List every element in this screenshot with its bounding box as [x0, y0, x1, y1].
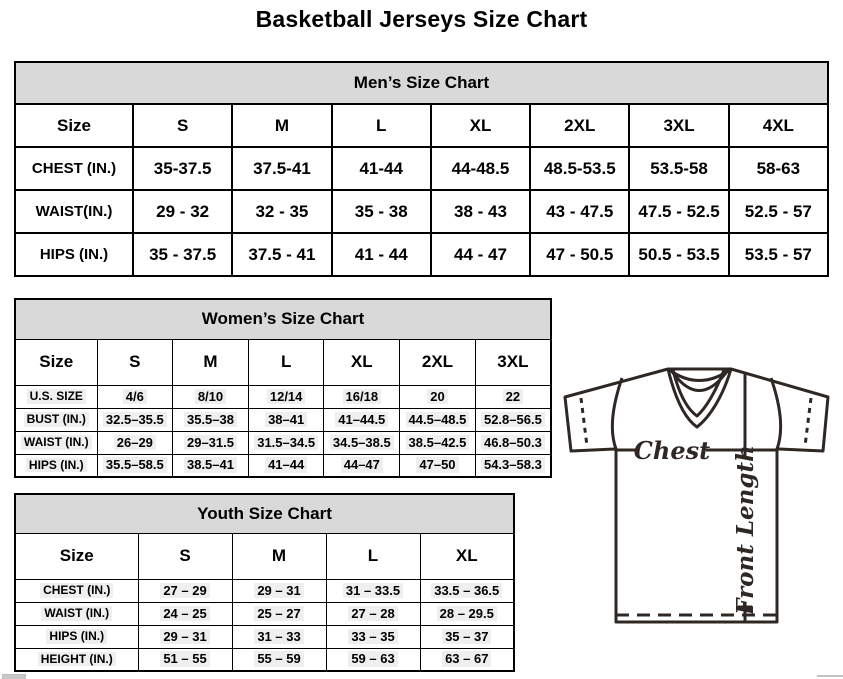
cell-value: 34.5–38.5 — [330, 435, 394, 451]
row-label — [15, 385, 97, 408]
size-value-cell: 52.5 - 57 — [729, 190, 828, 233]
cell-value: 22 — [503, 389, 523, 405]
cell-value: 51 – 55 — [160, 651, 209, 667]
cell-value: 24 – 25 — [160, 606, 209, 622]
column-header: L — [326, 533, 420, 579]
cell-value: 26–29 — [114, 435, 156, 451]
scrollbar-fragment-left[interactable] — [2, 674, 26, 679]
size-value-cell — [326, 602, 420, 625]
cell-value: 35.5–58.5 — [103, 457, 167, 473]
cell-value: 52.8–56.5 — [481, 412, 545, 428]
cell-value: 16/18 — [343, 389, 382, 405]
size-value-cell — [475, 454, 551, 477]
front-length-label: Front Length — [732, 445, 759, 615]
size-value-cell — [248, 385, 324, 408]
jersey-outline — [565, 369, 828, 622]
row-label: WAIST(IN.) — [15, 190, 133, 233]
size-value-cell — [420, 579, 514, 602]
table-row — [15, 147, 828, 190]
row-label — [15, 602, 138, 625]
size-value-cell: 37.5-41 — [232, 147, 331, 190]
table-row — [15, 454, 551, 477]
page-title: Basketball Jerseys Size Chart — [255, 6, 588, 32]
size-value-cell — [232, 602, 326, 625]
row-label-text: HIPS (IN.) — [26, 458, 87, 472]
cell-value: 35.5–38 — [184, 412, 237, 428]
cell-value: 59 – 63 — [348, 651, 397, 667]
womens-table-caption: Women’s Size Chart — [15, 299, 551, 339]
size-value-cell: 35-37.5 — [133, 147, 232, 190]
column-header: XL — [420, 533, 514, 579]
column-header: L — [248, 339, 324, 385]
row-label — [15, 625, 138, 648]
size-value-cell — [326, 625, 420, 648]
cell-value: 8/10 — [195, 389, 226, 405]
table-row — [15, 385, 551, 408]
cell-value: 41–44 — [265, 457, 307, 473]
row-label-text: WAIST (IN.) — [41, 606, 112, 620]
size-value-cell: 29 - 32 — [133, 190, 232, 233]
scrollbar-fragment-right[interactable] — [817, 675, 843, 677]
column-header: S — [138, 533, 232, 579]
youth-table-caption: Youth Size Chart — [15, 494, 514, 533]
cell-value: 25 – 27 — [254, 606, 303, 622]
row-label-text: CHEST (IN.) — [40, 583, 113, 597]
size-value-cell — [475, 385, 551, 408]
size-value-cell — [324, 431, 400, 454]
table-row — [15, 625, 514, 648]
mens-table-caption: Men’s Size Chart — [15, 62, 828, 104]
column-header: Size — [15, 104, 133, 147]
size-value-cell — [420, 625, 514, 648]
table-row — [15, 579, 514, 602]
womens-header-row — [15, 339, 551, 385]
size-value-cell — [420, 648, 514, 671]
cell-value: 20 — [427, 389, 447, 405]
size-value-cell: 47 - 50.5 — [530, 233, 629, 276]
size-value-cell — [97, 385, 173, 408]
table-row — [15, 233, 828, 276]
size-value-cell — [475, 408, 551, 431]
size-value-cell — [400, 431, 476, 454]
row-label — [15, 648, 138, 671]
size-value-cell — [324, 385, 400, 408]
column-header: 3XL — [629, 104, 728, 147]
chest-label: Chest — [633, 436, 711, 465]
size-value-cell: 37.5 - 41 — [232, 233, 331, 276]
cell-value: 47–50 — [416, 457, 458, 473]
size-value-cell — [173, 408, 249, 431]
size-value-cell: 53.5-58 — [629, 147, 728, 190]
column-header: 2XL — [400, 339, 476, 385]
row-label — [15, 454, 97, 477]
table-row — [15, 190, 828, 233]
row-label — [15, 431, 97, 454]
row-label-text: HEIGHT (IN.) — [38, 652, 116, 666]
cell-value: 31.5–34.5 — [254, 435, 318, 451]
size-value-cell: 32 - 35 — [232, 190, 331, 233]
row-label: HIPS (IN.) — [15, 233, 133, 276]
size-value-cell: 35 - 38 — [332, 190, 431, 233]
size-value-cell — [400, 454, 476, 477]
cell-value: 46.8–50.3 — [481, 435, 545, 451]
size-value-cell — [420, 602, 514, 625]
jersey-measurement-diagram — [556, 362, 836, 632]
size-value-cell — [138, 648, 232, 671]
size-value-cell — [232, 579, 326, 602]
cell-value: 55 – 59 — [254, 651, 303, 667]
cell-value: 27 – 28 — [348, 606, 397, 622]
column-header: M — [232, 533, 326, 579]
size-value-cell: 44 - 47 — [431, 233, 530, 276]
cell-value: 29 – 31 — [160, 629, 209, 645]
size-value-cell — [400, 408, 476, 431]
size-value-cell — [173, 431, 249, 454]
size-value-cell — [326, 648, 420, 671]
column-header: S — [97, 339, 173, 385]
size-value-cell — [138, 602, 232, 625]
size-value-cell: 47.5 - 52.5 — [629, 190, 728, 233]
size-value-cell — [97, 408, 173, 431]
table-row — [15, 602, 514, 625]
table-row — [15, 431, 551, 454]
cell-value: 35 – 37 — [442, 629, 491, 645]
column-header: XL — [431, 104, 530, 147]
column-header: XL — [324, 339, 400, 385]
youth-header-row — [15, 533, 514, 579]
cell-value: 54.3–58.3 — [481, 457, 545, 473]
size-value-cell — [173, 385, 249, 408]
column-header: S — [133, 104, 232, 147]
size-value-cell: 44-48.5 — [431, 147, 530, 190]
cell-value: 44–47 — [341, 457, 383, 473]
row-label — [15, 408, 97, 431]
cell-value: 27 – 29 — [160, 583, 209, 599]
size-value-cell — [324, 454, 400, 477]
cell-value: 31 – 33 — [254, 629, 303, 645]
size-value-cell: 35 - 37.5 — [133, 233, 232, 276]
column-header: M — [232, 104, 331, 147]
column-header: L — [332, 104, 431, 147]
cell-value: 63 – 67 — [442, 651, 491, 667]
size-value-cell — [97, 431, 173, 454]
size-value-cell: 43 - 47.5 — [530, 190, 629, 233]
size-value-cell — [248, 431, 324, 454]
mens-header-row — [15, 104, 828, 147]
cell-value: 29 – 31 — [254, 583, 303, 599]
row-label-text: U.S. SIZE — [27, 389, 86, 403]
size-value-cell — [173, 454, 249, 477]
cell-value: 44.5–48.5 — [406, 412, 470, 428]
size-value-cell — [232, 625, 326, 648]
size-value-cell — [138, 625, 232, 648]
womens-size-table — [14, 298, 552, 478]
cell-value: 38.5–41 — [184, 457, 237, 473]
column-header: 3XL — [475, 339, 551, 385]
size-value-cell — [97, 454, 173, 477]
cell-value: 29–31.5 — [184, 435, 237, 451]
size-value-cell — [475, 431, 551, 454]
cell-value: 4/6 — [123, 389, 147, 405]
column-header: 4XL — [729, 104, 828, 147]
row-label-text: WAIST (IN.) — [21, 435, 92, 449]
row-label: CHEST (IN.) — [15, 147, 133, 190]
size-value-cell — [232, 648, 326, 671]
cell-value: 33.5 – 36.5 — [431, 583, 502, 599]
table-row — [15, 648, 514, 671]
column-header: M — [173, 339, 249, 385]
size-value-cell: 41 - 44 — [332, 233, 431, 276]
row-label-text: HIPS (IN.) — [46, 629, 107, 643]
size-value-cell — [326, 579, 420, 602]
cell-value: 38–41 — [265, 412, 307, 428]
size-value-cell — [400, 385, 476, 408]
cell-value: 41–44.5 — [335, 412, 388, 428]
column-header: 2XL — [530, 104, 629, 147]
column-header: Size — [15, 533, 138, 579]
row-label — [15, 579, 138, 602]
cell-value: 32.5–35.5 — [103, 412, 167, 428]
size-value-cell — [248, 454, 324, 477]
size-value-cell — [248, 408, 324, 431]
size-value-cell: 53.5 - 57 — [729, 233, 828, 276]
size-value-cell: 48.5-53.5 — [530, 147, 629, 190]
size-value-cell — [138, 579, 232, 602]
cell-value: 33 – 35 — [348, 629, 397, 645]
size-value-cell: 41-44 — [332, 147, 431, 190]
size-value-cell — [324, 408, 400, 431]
cell-value: 38.5–42.5 — [406, 435, 470, 451]
cell-value: 12/14 — [267, 389, 306, 405]
mens-size-table — [14, 61, 829, 277]
row-label-text: BUST (IN.) — [24, 412, 89, 426]
cell-value: 28 – 29.5 — [437, 606, 497, 622]
column-header: Size — [15, 339, 97, 385]
cell-value: 31 – 33.5 — [343, 583, 403, 599]
size-value-cell: 50.5 - 53.5 — [629, 233, 728, 276]
table-row — [15, 408, 551, 431]
size-value-cell: 38 - 43 — [431, 190, 530, 233]
youth-size-table — [14, 493, 515, 672]
size-value-cell: 58-63 — [729, 147, 828, 190]
